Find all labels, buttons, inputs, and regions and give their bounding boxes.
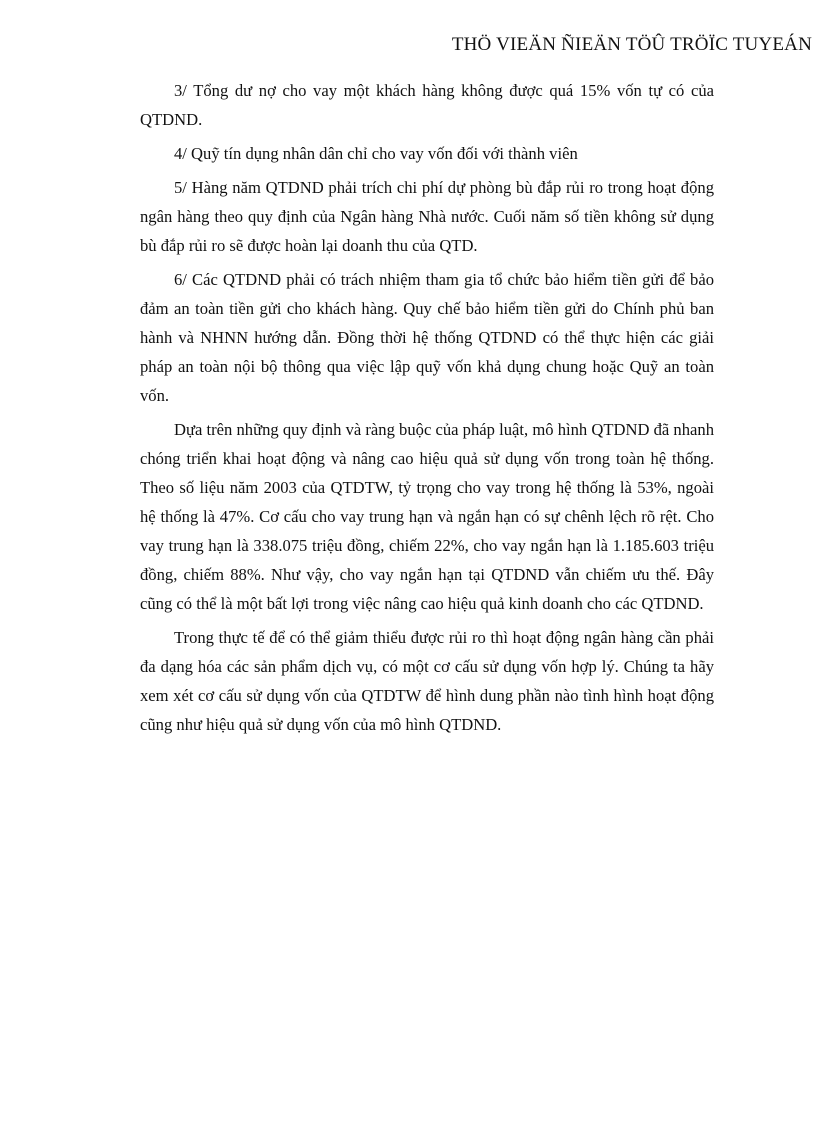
paragraph-rule-4: 4/ Quỹ tín dụng nhân dân chỉ cho vay vốn đối với thành viên [174, 144, 578, 163]
document-body [140, 76, 714, 744]
paragraph-rule-3: 3/ Tổng dư nợ cho vay một khách hàng không được quá 15% vốn tự có của QTDND. [140, 81, 714, 129]
paragraph-risk-conclusion: Trong thực tế để có thể giảm thiểu được rủi ro thì hoạt động ngân hàng cần phải đa dạng hóa các sản phẩm dịch vụ, có một cơ cấu sử dụng vốn hợp lý. Chúng ta hãy xem xét cơ cấu sử dụng vốn của QTDTW để hình dung phần nào tình hình hoạt động cũng như hiệu quả sử dụng vốn của mô hình QTDND. [140, 628, 714, 734]
paragraph-rule-6: 6/ Các QTDND phải có trách nhiệm tham gia tổ chức bảo hiểm tiền gửi để bảo đảm an toàn tiền gửi cho khách hàng. Quy chế bảo hiểm tiền gửi do Chính phủ ban hành và NHNN hướng dẫn. Đồng thời hệ thống QTDND có thể thực hiện các giải pháp an toàn nội bộ thông qua việc lập quỹ vốn khả dụng chung hoặc Quỹ an toàn vốn. [140, 270, 714, 405]
paragraph-rule-5: 5/ Hàng năm QTDND phải trích chi phí dự phòng bù đắp rủi ro trong hoạt động ngân hàng theo quy định của Ngân hàng Nhà nước. Cuối năm số tiền không sử dụng bù đắp rủi ro sẽ được hoàn lại doanh thu của QTD. [140, 178, 714, 255]
page-header: THÖ VIEÄN ÑIEÄN TÖÛ TRÖÏC TUYEÁN [451, 34, 812, 55]
paragraph-lending-statistics: Dựa trên những quy định và ràng buộc của pháp luật, mô hình QTDND đã nhanh chóng triển khai hoạt động và nâng cao hiệu quả sử dụng vốn trong toàn hệ thống. Theo số liệu năm 2003 của QTDTW, tỷ trọng cho vay trong hệ thống là 53%, ngoài hệ thống là 47%. Cơ cấu cho vay trung hạn và ngắn hạn có sự chênh lệch rõ rệt. Cho vay trung hạn là 338.075 triệu đồng, chiếm 22%, cho vay ngắn hạn là 1.185.603 triệu đồng, chiếm 88%. Như vậy, cho vay ngắn hạn tại QTDND vẫn chiếm ưu thế. Đây cũng có thể là một bất lợi trong việc nâng cao hiệu quả kinh doanh cho các QTDND. [140, 420, 714, 613]
